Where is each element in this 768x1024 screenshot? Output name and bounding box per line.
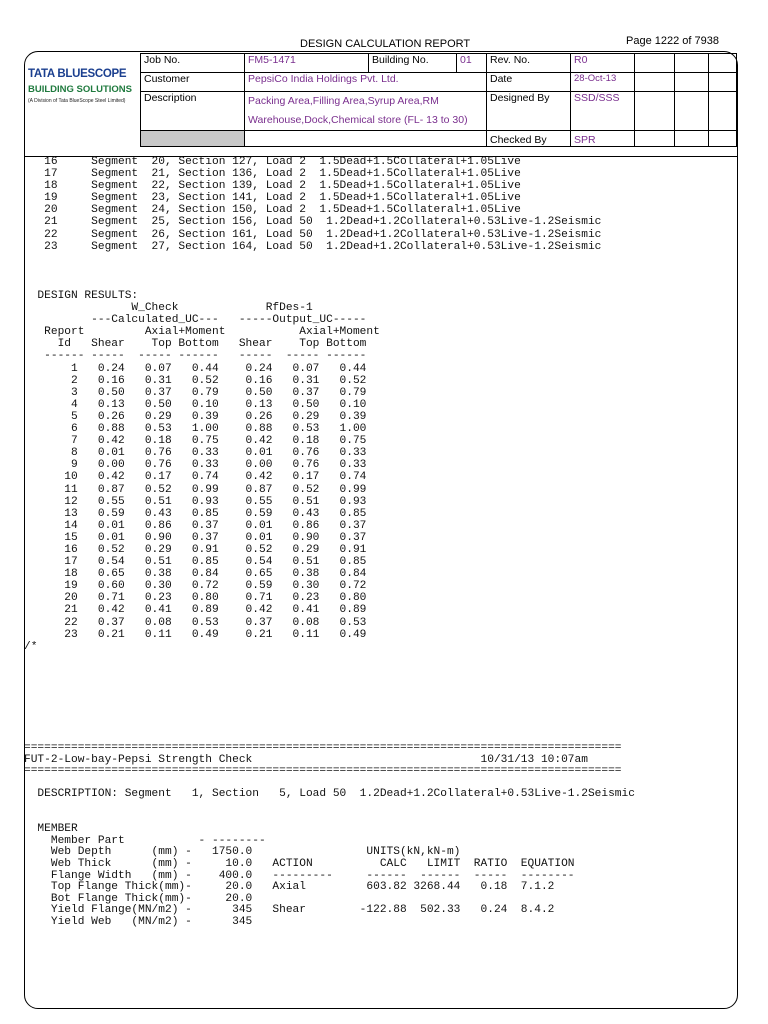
description-line-2: Warehouse,Dock,Chemical store (FL- 13 to 30): [248, 114, 468, 126]
description-label: Description: [141, 92, 245, 131]
designed-by-label: Designed By: [487, 92, 571, 131]
rev-cell-2: [675, 54, 709, 73]
design-results-table: DESIGN RESULTS: W_Check RfDes-1 ---Calculated_UC--- -----Output_UC----- Report Axial+Moment Axial+Moment Id Shear Top Bottom Shear Top Bottom ------ ----- ----- ------ ----- ----- ------ 1 0.24 0.07 0.44 0.24 0.07 0.44 2 0.16 0.31 0.52 0.16 0.31 0.52 3 0.50 0.37 0.79 0.50 0.37 0.79 4 0.13 0.50 0.10 0.13 0.50 0.10 5 0.26 0.29 0.39 0.26 0.29 0.39 6 0.88 0.53 1.00 0.88 0.53 1.00 7 0.42 0.18 0.75 0.42 0.18 0.75 8 0.01 0.76 0.33 0.01 0.76 0.33 9 0.00 0.76 0.33 0.00 0.76 0.33 10 0.42 0.17 0.74 0.42 0.17 0.74 11 0.87 0.52 0.99 0.87 0.52 0.99 12 0.55 0.51 0.93 0.55 0.51 0.93 13 0.59 0.43 0.85 0.59 0.43 0.85 14 0.01 0.86 0.37 0.01 0.86 0.37 15 0.01 0.90 0.37 0.01 0.90 0.37 16 0.52 0.29 0.91 0.52 0.29 0.91 17 0.54 0.51 0.85 0.54 0.51 0.85 18 0.65 0.38 0.84 0.65 0.38 0.84 19 0.60 0.30 0.72 0.59 0.30 0.72 20 0.71 0.23 0.80 0.71 0.23 0.80 21 0.42 0.41 0.89 0.42 0.41 0.89 22 0.37 0.08 0.53 0.37 0.08 0.53 23 0.21 0.11 0.49 0.21 0.11 0.49 /*: [24, 290, 380, 653]
building-no-value: 01: [457, 54, 487, 73]
report-title: DESIGN CALCULATION REPORT: [300, 38, 471, 50]
checked-by-label: Checked By: [487, 131, 571, 147]
designed-cell-2: [675, 92, 709, 131]
checked-by-value: SPR: [571, 131, 635, 147]
strength-check-section: ========================================================================================= FUT-2-Low-bay-Pepsi Strength Check 10/31/13 10:07am ========================================================================================= DESCRIPTION: Segment 1, Section 5, Load 50 1.2Dead+1.2Collateral+0.53Live-1.2Seismic MEMBER Member Part - -------- Web Depth (mm) - 1750.0 UNITS(kN,kN-m) Web Thick (mm) - 10.0 ACTION CALC LIMIT RATIO EQUATION Flange Width (mm) - 400.0 --------- ------ ------ ----- -------- Top Flange Thick(mm)- 20.0 Axial 603.82 3268.44 0.18 7.1.2 Bot Flange Thick(mm)- 20.0 Yield Flange(MN/m2) - 345 Shear -122.88 502.33 0.24 8.4.2 Yield Web (MN/m2) - 345: [24, 742, 635, 928]
designed-cell-1: [635, 92, 675, 131]
rev-no-label: Rev. No.: [487, 54, 571, 73]
date-cell-3: [709, 73, 737, 92]
customer-label: Customer: [141, 73, 245, 92]
date-cell-1: [635, 73, 675, 92]
blank-cell: [245, 131, 487, 147]
company-logo: [28, 68, 138, 104]
checked-cell-1: [635, 131, 675, 147]
date-value: 28-Oct-13: [571, 73, 635, 92]
designed-cell-3: [709, 92, 737, 131]
description-line-1: Packing Area,Filling Area,Syrup Area,RM: [248, 95, 439, 107]
rev-cell-3: [709, 54, 737, 73]
checked-cell-3: [709, 131, 737, 147]
building-no-label: Building No.: [369, 54, 457, 73]
page-number: Page 1222 of 7938: [626, 35, 719, 47]
logo-brand: TATA BLUESCOPE: [28, 68, 127, 80]
rev-no-value: R0: [571, 54, 635, 73]
checked-cell-2: [675, 131, 709, 147]
customer-value: PepsiCo India Holdings Pvt. Ltd.: [245, 73, 487, 92]
rev-cell-1: [635, 54, 675, 73]
date-label: Date: [487, 73, 571, 92]
logo-division: BUILDING SOLUTIONS: [28, 84, 132, 95]
load-case-list: 16 Segment 20, Section 127, Load 2 1.5Dead+1.5Collateral+1.05Live 17 Segment 21, Section 136, Load 2 1.5Dead+1.5Collateral+1.05Live 18 Segment 22, Section 139, Load 2 1.5Dead+1.5Collateral+1.05Live 19 Segment 23, Section 141, Load 2 1.5Dead+1.5Collateral+1.05Live 20 Segment 24, Section 150, Load 2 1.5Dead+1.5Collateral+1.05Live 21 Segment 25, Section 156, Load 50 1.2Dead+1.2Collateral+0.53Live-1.2Seismic 22 Segment 26, Section 161, Load 50 1.2Dead+1.2Collateral+0.53Live-1.2Seismic 23 Segment 27, Section 164, Load 50 1.2Dead+1.2Collateral+0.53Live-1.2Seismic: [44, 156, 602, 253]
job-no-label: Job No.: [141, 54, 245, 73]
logo-tagline: (A Division of Tata BlueScope Steel Limited): [28, 98, 126, 104]
designed-by-value: SSD/SSS: [571, 92, 635, 131]
job-no-value: FM5-1471: [245, 54, 369, 73]
shaded-cell: [141, 131, 245, 147]
report-header-table: [140, 53, 737, 147]
description-value: [245, 92, 487, 131]
date-cell-2: [675, 73, 709, 92]
